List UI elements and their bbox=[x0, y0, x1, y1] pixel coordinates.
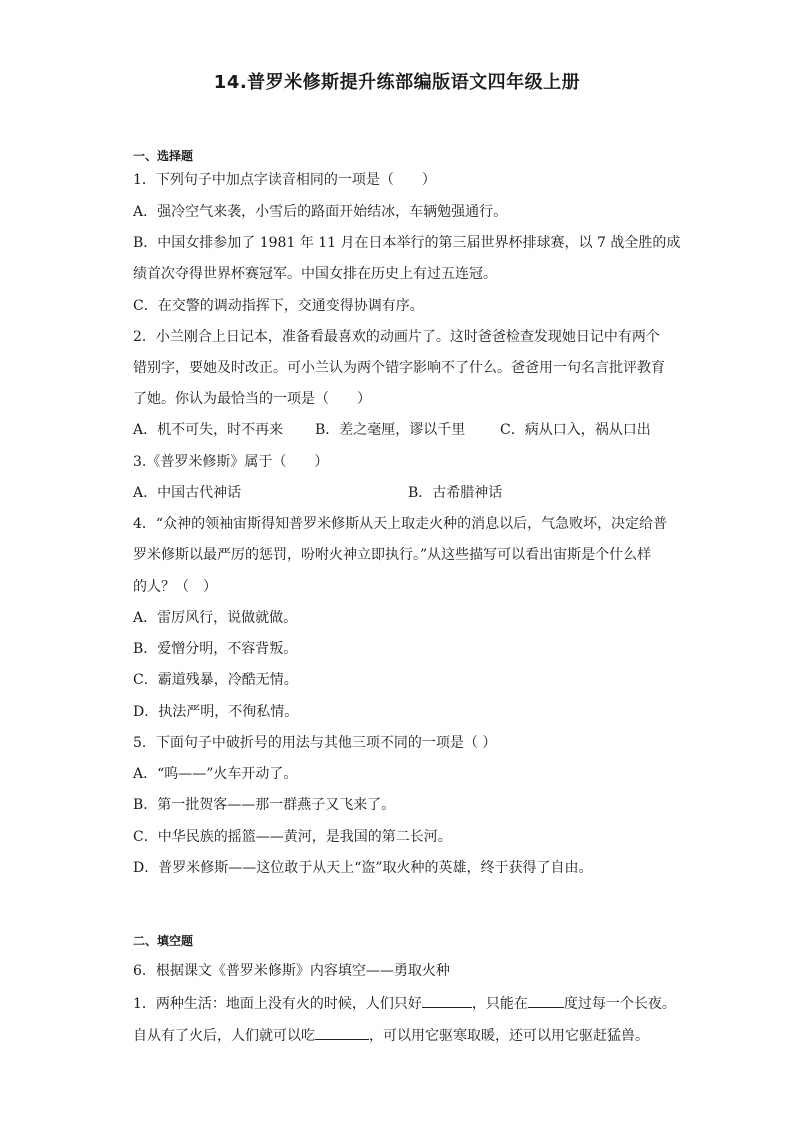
q2-stem-line1: 2．小兰刚合上日记本，准备看最喜欢的动画片了。这时爸爸检查发现她日记中有两个 bbox=[133, 329, 660, 345]
q4-option-c: C．霸道残暴，冷酷无情。 bbox=[133, 672, 298, 688]
q1-option-a: A．强冷空气来袭，小雪后的路面开始结冰，车辆勉强通行。 bbox=[133, 204, 508, 220]
q4-stem-line2: 罗米修斯以最严厉的惩罚，吩咐火神立即执行。”从这些描写可以看出宙斯是个什么样 bbox=[133, 547, 652, 563]
q6-text-2b: ，可以用它驱寒取暖，还可以用它驱赶猛兽。 bbox=[369, 1028, 649, 1044]
q5-option-c: C．中华民族的摇篮——黄河，是我国的第二长河。 bbox=[133, 829, 452, 845]
answer-blank[interactable] bbox=[422, 993, 472, 1008]
q6-text-2a: 自从有了火后，人们就可以吃 bbox=[133, 1028, 315, 1044]
q3-option-b: B．古希腊神话 bbox=[408, 485, 503, 501]
answer-blank[interactable] bbox=[528, 993, 564, 1008]
page-title: 14.普罗米修斯提升练部编版语文四年级上册 bbox=[213, 72, 581, 93]
q1-option-b-line1: B．中国女排参加了 1981 年 11 月在日本举行的第三届世界杯排球赛，以 7 战全胜的成 bbox=[133, 235, 681, 251]
q5-option-d: D．普罗米修斯——这位敢于从天上“盗”取火种的英雄，终于获得了自由。 bbox=[133, 860, 593, 876]
q4-option-a: A．雷厉风行，说做就做。 bbox=[133, 610, 298, 626]
q6-stem: 6．根据课文《普罗米修斯》内容填空——勇取火种 bbox=[133, 963, 450, 979]
answer-blank[interactable] bbox=[315, 1025, 369, 1040]
q6-sentence-1 bbox=[133, 993, 676, 1013]
q6-text-1c: 度过每一个长夜。 bbox=[563, 996, 676, 1012]
q5-option-b: B．第一批贺客——那一群燕子又飞来了。 bbox=[133, 797, 396, 813]
q2-option-c: C．病从口入，祸从口出 bbox=[500, 422, 651, 438]
q1-option-c: C．在交警的调动指挥下，交通变得协调有序。 bbox=[133, 298, 424, 314]
q6-sentence-2 bbox=[133, 1025, 649, 1045]
q2-stem-line2: 错别字，要她及时改正。可小兰认为两个错字影响不了什么。爸爸用一句名言批评教育 bbox=[133, 360, 665, 376]
q5-option-a: A．“呜——”火车开动了。 bbox=[133, 766, 298, 782]
q6-text-1a: 1．两种生活：地面上没有火的时候，人们只好 bbox=[133, 996, 422, 1012]
q4-option-d: D．执法严明，不徇私情。 bbox=[133, 704, 299, 720]
section-heading-fill: 二、填空题 bbox=[133, 934, 194, 948]
q3-stem: 3.《普罗米修斯》属于（ ） bbox=[133, 454, 329, 470]
q2-option-b: B．差之毫厘，谬以千里 bbox=[315, 422, 466, 438]
q4-stem-line3: 的人？（ ） bbox=[133, 579, 217, 595]
section-heading-choice: 一、选择题 bbox=[133, 149, 194, 163]
q2-option-a: A．机不可失，时不再来 bbox=[133, 422, 284, 438]
q4-stem-line1: 4．“众神的领袖宙斯得知普罗米修斯从天上取走火种的消息以后，气急败坏，决定给普 bbox=[133, 516, 668, 532]
q5-stem: 5．下面句子中破折号的用法与其他三项不同的一项是（ ） bbox=[133, 735, 497, 751]
q1-option-b-line2: 绩首次夺得世界杯赛冠军。中国女排在历史上有过五连冠。 bbox=[133, 266, 497, 282]
q1-stem: 1．下列句子中加点字读音相同的一项是（ ） bbox=[133, 172, 436, 188]
q4-option-b: B．爱憎分明，不容背叛。 bbox=[133, 641, 298, 657]
q2-stem-line3: 了她。你认为最恰当的一项是（ ） bbox=[133, 391, 371, 407]
q3-option-a: A．中国古代神话 bbox=[133, 485, 242, 501]
q6-text-1b: ，只能在 bbox=[471, 996, 528, 1012]
